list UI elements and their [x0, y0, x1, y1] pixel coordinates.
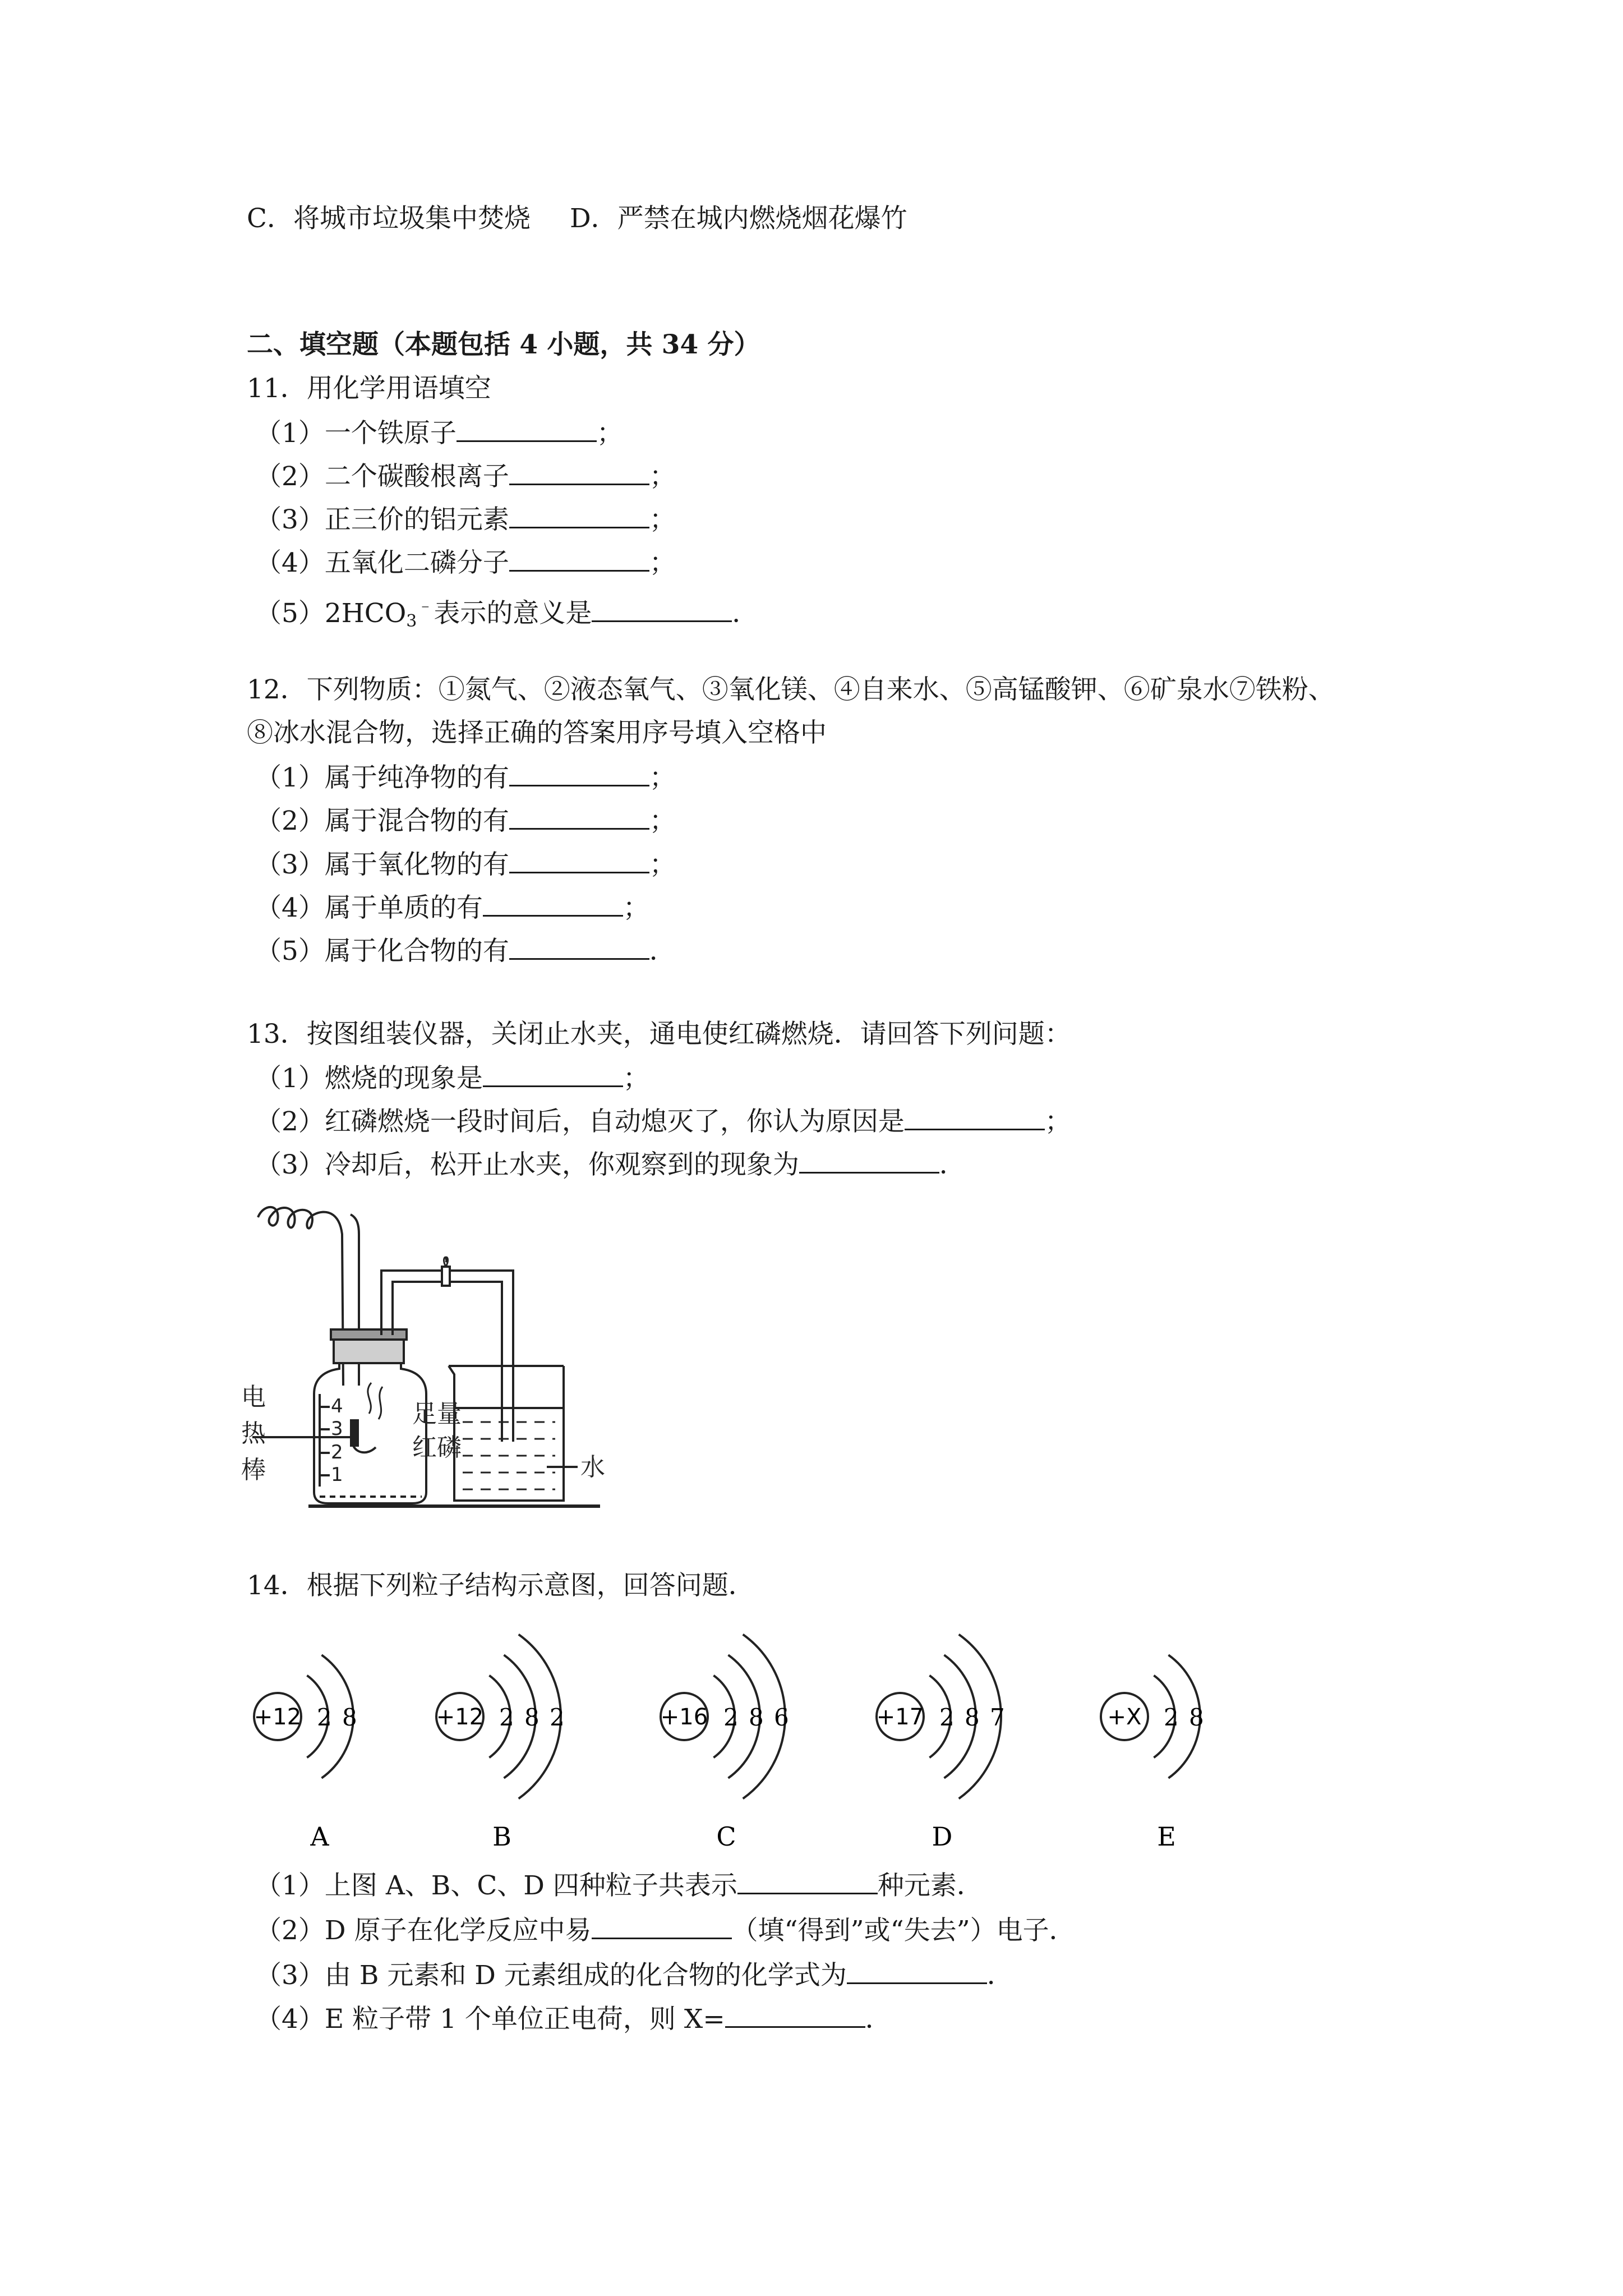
q10-option-d: D．严禁在城内燃烧烟花爆竹 [569, 203, 907, 234]
q14-item-4: （4）E 粒子带 1 个单位正电荷，则 X= ． [255, 2001, 892, 2036]
electron-count: 8 [342, 1704, 357, 1731]
q11-item-3: （3）正三价的铝元素 ； [255, 502, 676, 537]
answer-blank[interactable] [509, 803, 649, 830]
rod-label-3: 棒 [241, 1456, 266, 1484]
answer-blank[interactable] [509, 847, 649, 873]
rod-label-2: 热 [241, 1419, 266, 1448]
q11-item-4: （4）五氧化二磷分子 ； [255, 545, 676, 580]
answer-blank[interactable] [509, 459, 649, 485]
electron-count: 2 [723, 1704, 739, 1731]
answer-blank[interactable] [737, 1868, 878, 1894]
particle-letter: D [932, 1821, 953, 1852]
q14-item-2: （2）D 原子在化学反应中易 （填“得到”或“失去”）电子． [255, 1913, 1076, 1948]
q12-item-1: （1）属于纯净物的有 ； [255, 760, 676, 795]
q14-stem: 14．根据下列粒子结构示意图，回答问题． [247, 1570, 755, 1601]
q12-item-3: （3）属于氧化物的有 ； [255, 847, 676, 882]
electron-count: 8 [749, 1704, 764, 1731]
electron-count: 7 [990, 1704, 1005, 1731]
q10-options [247, 202, 907, 236]
answer-blank[interactable] [725, 2001, 865, 2028]
q11-item-2: （2）二个碳酸根离子 ； [255, 459, 676, 494]
water-label: 水 [580, 1453, 605, 1481]
beaker [449, 1366, 564, 1501]
answer-blank[interactable] [592, 596, 732, 622]
particle-A [254, 1655, 357, 1852]
nucleus-charge: +17 [876, 1704, 924, 1730]
particle-letter: C [716, 1821, 736, 1852]
answer-blank[interactable] [905, 1104, 1045, 1130]
q13-item-1: （1）燃烧的现象是 ； [255, 1061, 649, 1096]
scale-3: 3 [331, 1418, 343, 1440]
electron-count: 2 [317, 1704, 332, 1731]
electron-count: 2 [1164, 1704, 1179, 1731]
water-clamp [442, 1267, 450, 1286]
rod-label-1: 电 [241, 1383, 266, 1411]
particle-B [436, 1635, 565, 1852]
electron-count: 2 [550, 1704, 565, 1731]
electron-count: 6 [774, 1704, 789, 1731]
q14-item-3: （3）由 B 元素和 D 元素组成的化合物的化学式为 ． [255, 1958, 1013, 1993]
phosphorus-label-1: 足量 [412, 1400, 462, 1428]
particle-E [1101, 1655, 1204, 1852]
particle-letter: B [492, 1821, 511, 1852]
nucleus-charge: +12 [253, 1704, 302, 1730]
q10-option-c: C．将城市垃圾集中焚烧 [247, 203, 531, 234]
answer-blank[interactable] [592, 1913, 732, 1939]
q12-stem-line2: ⑧冰水混合物，选择正确的答案用序号填入空格中 [247, 717, 827, 748]
section-title: 二、填空题（本题包括 4 小题，共 34 分） [247, 329, 760, 360]
answer-blank[interactable] [509, 502, 649, 528]
electron-count: 8 [524, 1704, 540, 1731]
answer-blank[interactable] [483, 1061, 623, 1087]
q12-item-2: （2）属于混合物的有 ； [255, 803, 676, 838]
q12-item-5: （5）属于化合物的有 ． [255, 933, 676, 968]
answer-blank[interactable] [509, 760, 649, 786]
particle-C [661, 1635, 789, 1852]
particle-letter: A [310, 1821, 329, 1852]
answer-blank[interactable] [509, 933, 649, 960]
answer-blank[interactable] [799, 1147, 939, 1174]
nucleus-charge: +X [1107, 1704, 1142, 1730]
answer-blank[interactable] [483, 890, 623, 917]
particle-D [877, 1635, 1005, 1852]
electron-count: 8 [1189, 1704, 1204, 1731]
answer-blank[interactable] [509, 545, 649, 572]
particle-letter: E [1157, 1821, 1176, 1852]
q11-item-1: （1）一个铁原子 ； [255, 416, 623, 450]
electron-count: 2 [499, 1704, 514, 1731]
nucleus-charge: +16 [660, 1704, 708, 1730]
q11-stem: 11．用化学用语填空 [247, 373, 491, 404]
nucleus-charge: +12 [436, 1704, 484, 1730]
apparatus-figure [241, 1200, 651, 1515]
q13-item-2: （2）红磷燃烧一段时间后，自动熄灭了，你认为原因是 ； [255, 1104, 1071, 1139]
q14-item-1: （1）上图 A、B、C、D 四种粒子共表示 种元素． [255, 1868, 983, 1903]
electron-count: 8 [965, 1704, 980, 1731]
answer-blank[interactable] [847, 1958, 987, 1984]
scale-2: 2 [331, 1441, 343, 1464]
electron-count: 2 [939, 1704, 955, 1731]
answer-blank[interactable] [457, 416, 597, 442]
scale-4: 4 [331, 1395, 343, 1418]
q12-stem-line1: 12．下列物质：①氮气、②液态氧气、③氧化镁、④自来水、⑤高锰酸钾、⑥矿泉水⑦铁粉、 [247, 674, 1335, 705]
q12-item-4: （4）属于单质的有 ； [255, 890, 649, 925]
q13-stem: 13．按图组装仪器，关闭止水夹，通电使红磷燃烧．请回答下列问题： [247, 1019, 1071, 1050]
q11-item-5: $(5)2HCO_3^﹣$表示的意义是 ． [255, 596, 759, 631]
particle-diagrams [241, 1616, 1251, 1857]
wire-coil [258, 1207, 343, 1386]
scale-1: 1 [331, 1464, 343, 1486]
phosphorus-label-2: 红磷 [412, 1433, 462, 1462]
q13-item-3: （3）冷却后，松开止水夹，你观察到的现象为 ． [255, 1147, 966, 1182]
